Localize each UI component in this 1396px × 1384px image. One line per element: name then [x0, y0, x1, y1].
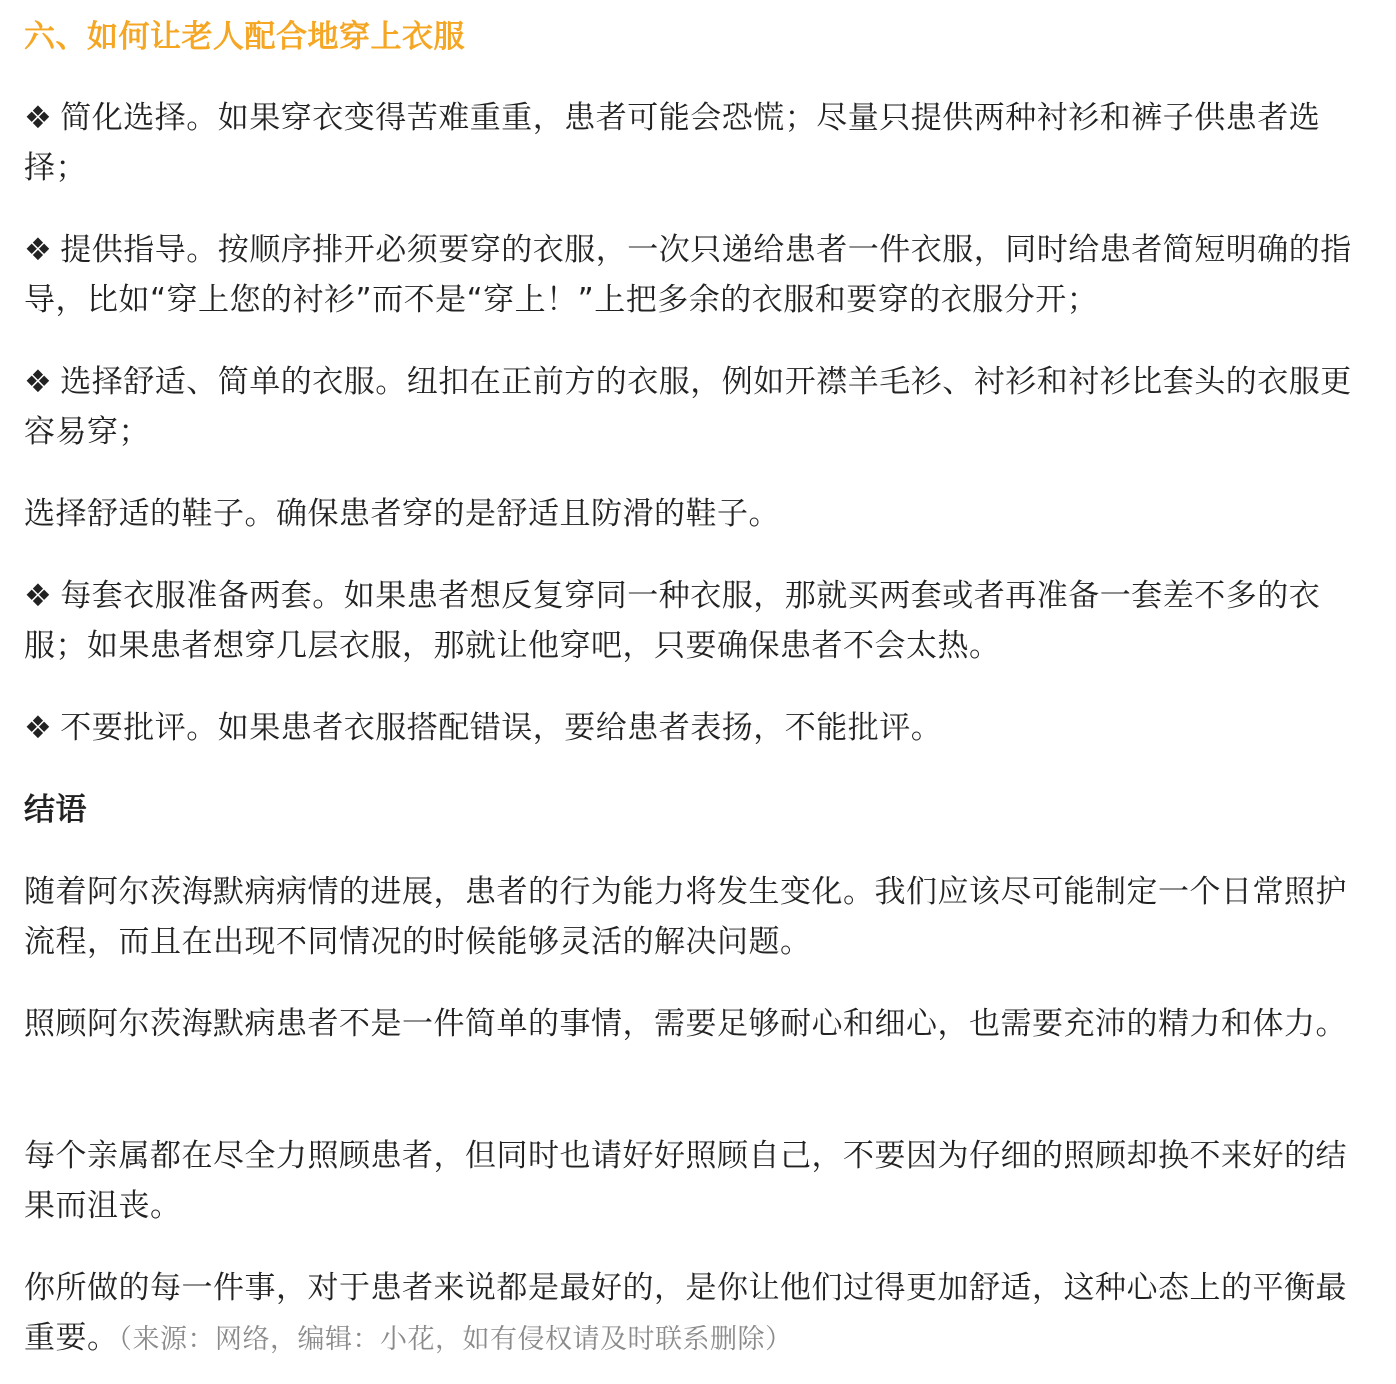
- shoes-paragraph: 选择舒适的鞋子。确保患者穿的是舒适且防滑的鞋子。: [24, 496, 780, 532]
- diamond-bullet-icon: ❖: [24, 710, 53, 746]
- list-item-text: 不要批评。如果患者衣服搭配错误，要给患者表扬，不能批评。: [60, 710, 943, 746]
- diamond-bullet-icon: ❖: [24, 232, 53, 268]
- list-item-text: 提供指导。按顺序排开必须要穿的衣服，一次只递给患者一件衣服，同时给患者简短明确的指导，比如“穿上您的衬衫”而不是“穿上！”上把多余的衣服和要穿的衣服分开；: [24, 232, 1352, 318]
- conclusion-paragraph: 每个亲属都在尽全力照顾患者，但同时也请好好照顾自己，不要因为仔细的照顾却换不来好的结果而沮丧。: [24, 1138, 1347, 1224]
- list-item-text: 每套衣服准备两套。如果患者想反复穿同一种衣服，那就买两套或者再准备一套差不多的衣服；如果患者想穿几层衣服，那就让他穿吧，只要确保患者不会太热。: [24, 578, 1321, 664]
- diamond-bullet-icon: ❖: [24, 364, 53, 400]
- section-heading: 六、如何让老人配合地穿上衣服: [24, 19, 465, 55]
- conclusion-paragraph: 随着阿尔茨海默病病情的进展，患者的行为能力将发生变化。我们应该尽可能制定一个日常照护流程，而且在出现不同情况的时候能够灵活的解决问题。: [24, 874, 1347, 960]
- conclusion-title: 结语: [24, 792, 87, 828]
- final-paragraph-text: 你所做的每一件事，对于患者来说都是最好的，是你让他们过得更加舒适，这种心态上的平衡最重要。: [24, 1270, 1347, 1356]
- diamond-bullet-icon: ❖: [24, 100, 53, 136]
- list-item: [24, 93, 1378, 193]
- conclusion-paragraph: [24, 1263, 1378, 1365]
- source-note: （来源：网络，编辑：小花，如有侵权请及时联系删除）: [118, 1324, 793, 1355]
- list-item: [24, 703, 1378, 753]
- list-item: [24, 571, 1378, 671]
- list-item-text: 选择舒适、简单的衣服。纽扣在正前方的衣服，例如开襟羊毛衫、衬衫和衬衫比套头的衣服更容易穿；: [24, 364, 1352, 450]
- list-item: [24, 357, 1378, 457]
- conclusion-paragraph: 照顾阿尔茨海默病患者不是一件简单的事情，需要足够耐心和细心，也需要充沛的精力和体力。: [24, 1006, 1347, 1042]
- list-item-text: 简化选择。如果穿衣变得苦难重重，患者可能会恐慌；尽量只提供两种衬衫和裤子供患者选择；: [24, 100, 1321, 186]
- diamond-bullet-icon: ❖: [24, 578, 53, 614]
- list-item: [24, 225, 1378, 325]
